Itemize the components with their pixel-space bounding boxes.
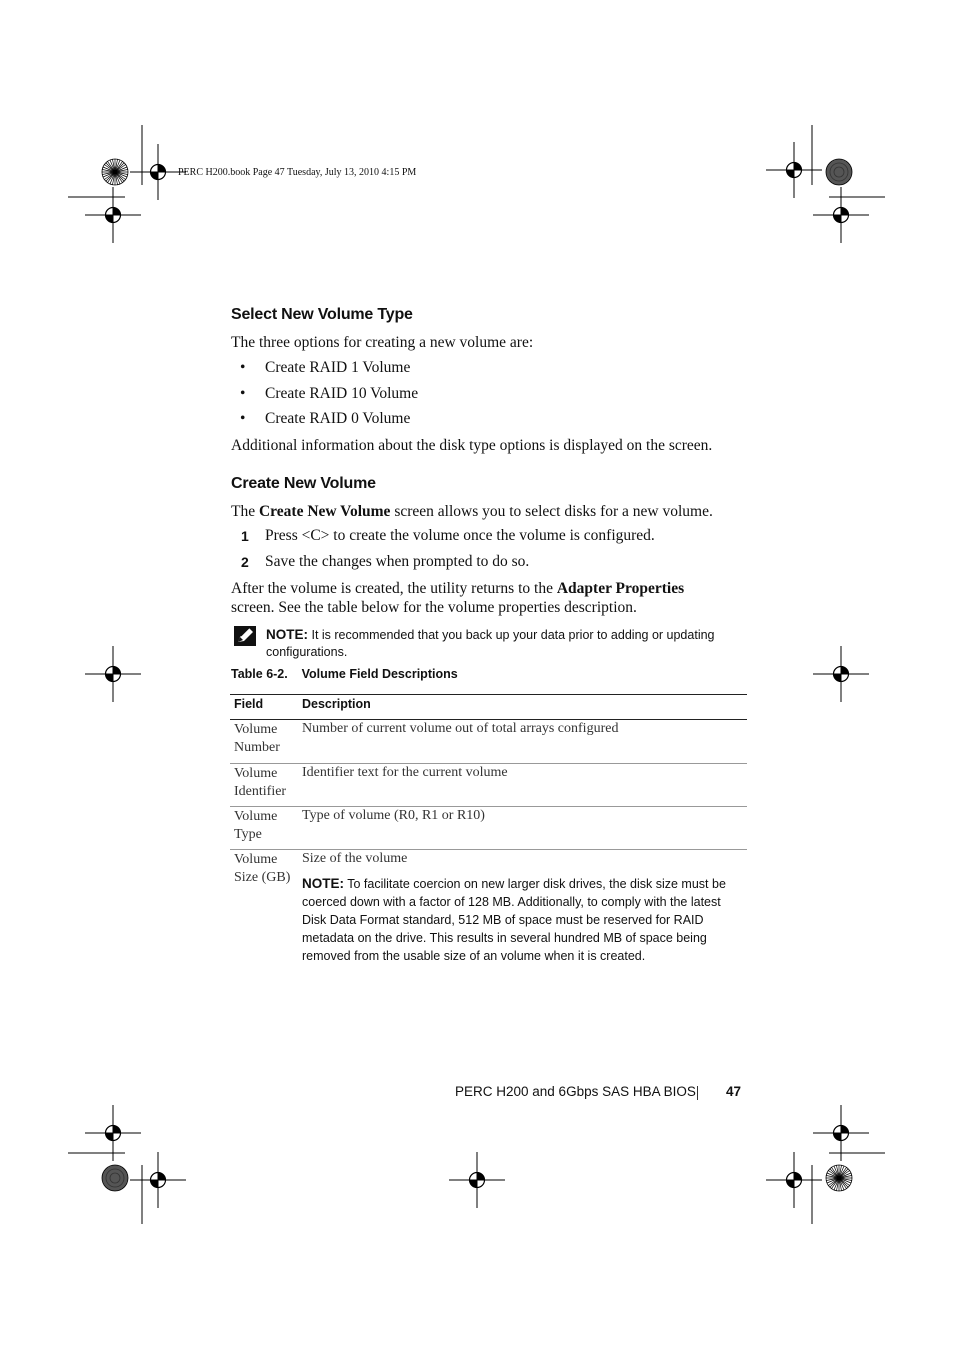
registration-mark-icon: [85, 187, 141, 243]
footer-separator: [697, 1086, 698, 1100]
registration-mark-icon: [813, 187, 869, 243]
table-row-description: Size of the volume: [302, 851, 408, 866]
section1-intro: The three options for creating a new volume are:: [231, 334, 534, 351]
table-row-field: Volume Type: [234, 809, 278, 842]
footer-title: PERC H200 and 6Gbps SAS HBA BIOS: [455, 1084, 696, 1099]
page-number: 47: [726, 1084, 742, 1099]
note-text: NOTE: It is recommended that you back up your data prior to adding or updating: [266, 627, 715, 642]
pencil-note-icon: [234, 626, 256, 646]
bullet-item: Create RAID 10 Volume: [265, 385, 419, 402]
table-top-rule: [230, 694, 747, 695]
note-label: NOTE:: [266, 627, 308, 642]
table-row-description: Number of current volume out of total arrays configured: [302, 721, 619, 736]
solid-disc-target-icon: [826, 159, 852, 185]
section2-intro: The Create New Volume screen allows you to select disks for a new volume.: [231, 503, 713, 520]
registration-mark-icon: [130, 1152, 186, 1208]
table-row-divider: [230, 763, 747, 764]
step-text: Save the changes when prompted to do so.: [265, 553, 530, 570]
registration-mark-icon: [766, 1152, 822, 1208]
section-heading-create-new-volume: Create New Volume: [231, 475, 376, 492]
screen-name: Adapter Properties: [556, 580, 685, 597]
bullet-item: Create RAID 0 Volume: [265, 410, 411, 427]
bullet-marker: •: [240, 410, 246, 427]
table-row-divider: [230, 806, 747, 807]
section2-after: After the volume is created, the utility returns to the Adapter Properties: [231, 580, 685, 597]
table-row-field: Volume Identifier: [234, 766, 287, 799]
section-heading-select-new-volume-type: Select New Volume Type: [231, 306, 413, 323]
step-text: Press <C> to create the volume once the volume is configured.: [265, 527, 655, 544]
table-row-description: Identifier text for the current volume: [302, 765, 508, 780]
bullet-item: Create RAID 1 Volume: [265, 359, 411, 376]
screen-name: Create New Volume: [258, 503, 391, 520]
bullet-marker: •: [240, 359, 246, 376]
table-row-field: Volume Number: [234, 722, 280, 755]
solid-disc-target-icon: [102, 1165, 128, 1191]
starburst-target-icon: [826, 1165, 852, 1191]
print-header: PERC H200.book Page 47 Tuesday, July 13, 2010 4:15 PM: [178, 167, 417, 178]
bullet-marker: •: [240, 385, 246, 402]
step-number: 1: [241, 528, 249, 544]
starburst-target-icon: [102, 159, 128, 185]
section1-outro: Additional information about the disk type options is displayed on the screen.: [231, 437, 713, 454]
section2-after-line2: screen. See the table below for the volume properties description.: [231, 599, 637, 616]
table-header-field: Field: [234, 697, 264, 711]
table-row-description: Type of volume (R0, R1 or R10): [302, 808, 485, 823]
registration-mark-icon: [813, 646, 869, 702]
table-row-divider: [230, 849, 747, 850]
note-label: NOTE:: [302, 876, 344, 891]
table-header-description: Description: [302, 697, 371, 711]
registration-mark-icon: [85, 646, 141, 702]
table-caption: Table 6-2. Volume Field Descriptions: [231, 667, 458, 681]
table-header-rule: [230, 719, 747, 720]
step-number: 2: [241, 554, 249, 570]
registration-mark-icon: [449, 1152, 505, 1208]
table-row-field: Volume Size (GB): [234, 852, 291, 885]
note-text-line2: configurations.: [266, 645, 348, 659]
table-size-note: NOTE: To facilitate coercion on new larger disk drives, the disk size must be coerced down with a factor of 128 MB. Additionally, to comply with the latest Disk Data Format standard, 512 MB of space must be reserved for RAID metadata on the drive. This results in several hundred MB of space being removed from the usable size of an volume when it is created.: [302, 876, 726, 963]
registration-mark-icon: [766, 142, 822, 198]
